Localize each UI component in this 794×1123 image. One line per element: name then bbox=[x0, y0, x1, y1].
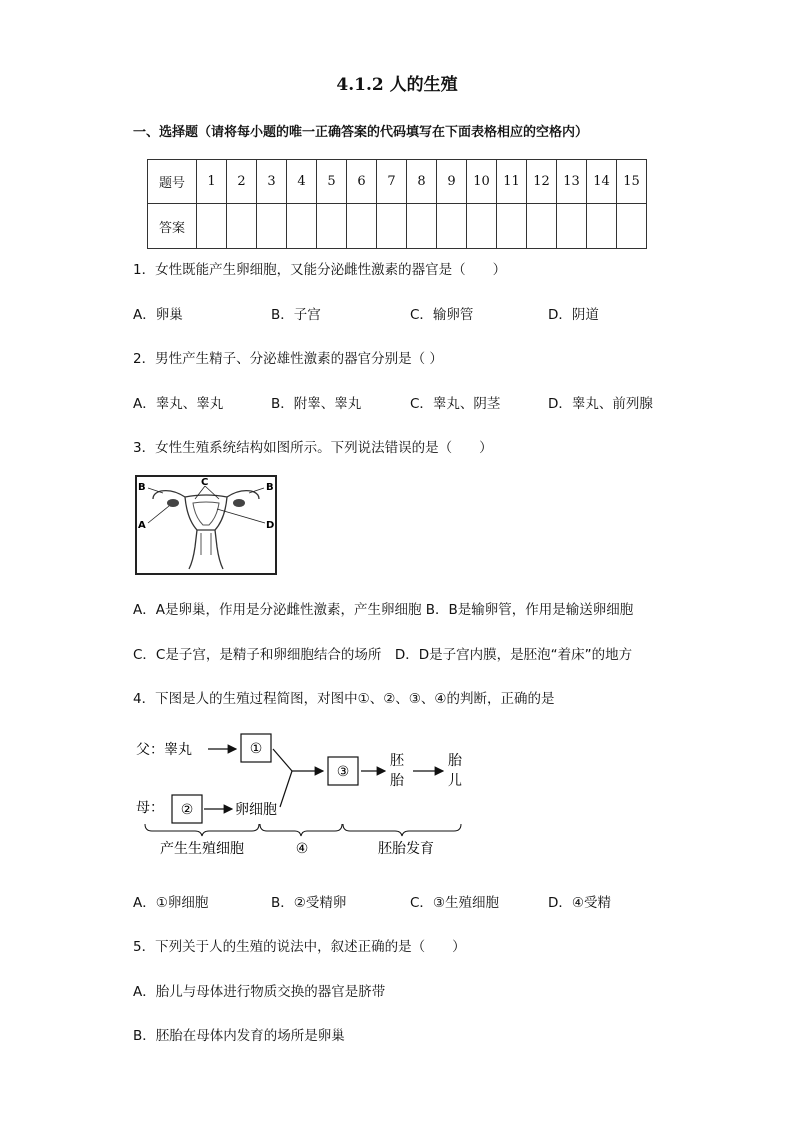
question-4-option-b[interactable]: B．②受精卵 bbox=[271, 895, 347, 911]
question-2-option-c[interactable]: C．睾丸、阴茎 bbox=[410, 396, 501, 412]
answer-cell[interactable] bbox=[497, 204, 527, 249]
question-number-cell: 3 bbox=[257, 160, 287, 204]
question-4-stem: 4．下图是人的生殖过程简图，对图中①、②、③、④的判断，正确的是 bbox=[133, 691, 555, 707]
figure-label-b-left: B bbox=[138, 482, 146, 493]
question-1-option-c[interactable]: C．输卵管 bbox=[410, 307, 474, 323]
line-egg-merge bbox=[280, 771, 292, 807]
line-sperm-merge bbox=[273, 749, 292, 771]
question-2-option-b[interactable]: B．附睾、睾丸 bbox=[271, 396, 362, 412]
brace-fertilization bbox=[260, 824, 342, 836]
mother-label: 母： bbox=[136, 800, 164, 816]
egg-label: 卵细胞 bbox=[235, 802, 277, 818]
brace-label-gametes: 产生生殖细胞 bbox=[160, 841, 244, 857]
brace-gamete-production bbox=[145, 824, 259, 836]
question-2-stem: 2．男性产生精子、分泌雄性激素的器官分别是（ ） bbox=[133, 351, 443, 367]
brace-label-4: ④ bbox=[295, 841, 309, 857]
box-3-label: ③ bbox=[336, 764, 350, 780]
figure-label-d: D bbox=[266, 520, 275, 531]
question-number-cell: 9 bbox=[437, 160, 467, 204]
answer-cell[interactable] bbox=[617, 204, 647, 249]
question-number-cell: 12 bbox=[527, 160, 557, 204]
answer-cell[interactable] bbox=[527, 204, 557, 249]
figure-label-c: C bbox=[201, 477, 209, 488]
question-number-cell: 14 bbox=[587, 160, 617, 204]
question-2-option-d[interactable]: D．睾丸、前列腺 bbox=[548, 396, 653, 412]
question-1-option-a[interactable]: A．卵巢 bbox=[133, 307, 183, 323]
embryo-label-2: 胎 bbox=[390, 773, 404, 789]
row-label-answer: 答案 bbox=[148, 204, 197, 249]
question-5-stem: 5．下列关于人的生殖的说法中，叙述正确的是（ ） bbox=[133, 939, 466, 955]
question-4-option-c[interactable]: C．③生殖细胞 bbox=[410, 895, 500, 911]
question-number-cell: 7 bbox=[377, 160, 407, 204]
embryo-label-1: 胚 bbox=[390, 753, 404, 769]
answer-table bbox=[147, 159, 647, 249]
question-number-cell: 6 bbox=[347, 160, 377, 204]
question-number-cell: 8 bbox=[407, 160, 437, 204]
reproduction-process-diagram bbox=[130, 725, 480, 860]
answer-cell[interactable] bbox=[347, 204, 377, 249]
father-label: 父：睾丸 bbox=[136, 742, 192, 758]
question-4-option-a[interactable]: A．①卵细胞 bbox=[133, 895, 209, 911]
brace-label-development: 胚胎发育 bbox=[378, 841, 434, 857]
answer-table-number-row bbox=[148, 160, 647, 204]
answer-cell[interactable] bbox=[467, 204, 497, 249]
row-label-number: 题号 bbox=[148, 160, 197, 204]
answer-cell[interactable] bbox=[587, 204, 617, 249]
answer-table-answer-row bbox=[148, 204, 647, 249]
question-number-cell: 4 bbox=[287, 160, 317, 204]
answer-cell[interactable] bbox=[407, 204, 437, 249]
question-1-option-d[interactable]: D．阴道 bbox=[548, 307, 599, 323]
answer-cell[interactable] bbox=[287, 204, 317, 249]
question-1-stem: 1．女性既能产生卵细胞，又能分泌雌性激素的器官是（ ） bbox=[133, 262, 507, 278]
fetus-label-2: 儿 bbox=[448, 773, 462, 789]
question-3-option-cd[interactable]: C．C是子宫，是精子和卵细胞结合的场所 D．D是子宫内膜，是胚泡“着床”的地方 bbox=[133, 647, 633, 663]
question-number-cell: 11 bbox=[497, 160, 527, 204]
answer-cell[interactable] bbox=[197, 204, 227, 249]
question-3-stem: 3．女性生殖系统结构如图所示。下列说法错误的是（ ） bbox=[133, 440, 493, 456]
question-number-cell: 1 bbox=[197, 160, 227, 204]
question-2-option-a[interactable]: A．睾丸、睾丸 bbox=[133, 396, 224, 412]
answer-cell[interactable] bbox=[257, 204, 287, 249]
question-3-option-ab[interactable]: A．A是卵巢，作用是分泌雌性激素，产生卵细胞 B．B是输卵管，作用是输送卵细胞 bbox=[133, 602, 634, 618]
question-number-cell: 15 bbox=[617, 160, 647, 204]
question-1-option-b[interactable]: B．子宫 bbox=[271, 307, 321, 323]
answer-cell[interactable] bbox=[557, 204, 587, 249]
question-number-cell: 2 bbox=[227, 160, 257, 204]
fetus-label-1: 胎 bbox=[448, 753, 462, 769]
question-number-cell: 13 bbox=[557, 160, 587, 204]
brace-embryo-development bbox=[343, 824, 461, 836]
question-number-cell: 10 bbox=[467, 160, 497, 204]
answer-cell[interactable] bbox=[437, 204, 467, 249]
question-number-cell: 5 bbox=[317, 160, 347, 204]
page-title: 4.1.2 人的生殖 bbox=[336, 75, 458, 95]
answer-cell[interactable] bbox=[377, 204, 407, 249]
box-1-label: ① bbox=[249, 741, 263, 757]
section-heading: 一、选择题（请将每小题的唯一正确答案的代码填写在下面表格相应的空格内） bbox=[133, 125, 589, 140]
answer-cell[interactable] bbox=[227, 204, 257, 249]
figure-label-b-right: B bbox=[266, 482, 274, 493]
figure-label-a: A bbox=[138, 520, 146, 531]
female-reproductive-system-figure bbox=[135, 475, 277, 575]
question-5-option-a[interactable]: A．胎儿与母体进行物质交换的器官是脐带 bbox=[133, 984, 386, 1000]
answer-cell[interactable] bbox=[317, 204, 347, 249]
question-5-option-b[interactable]: B．胚胎在母体内发育的场所是卵巢 bbox=[133, 1028, 345, 1044]
question-4-option-d[interactable]: D．④受精 bbox=[548, 895, 611, 911]
right-ovary bbox=[233, 499, 245, 507]
box-2-label: ② bbox=[180, 802, 194, 818]
